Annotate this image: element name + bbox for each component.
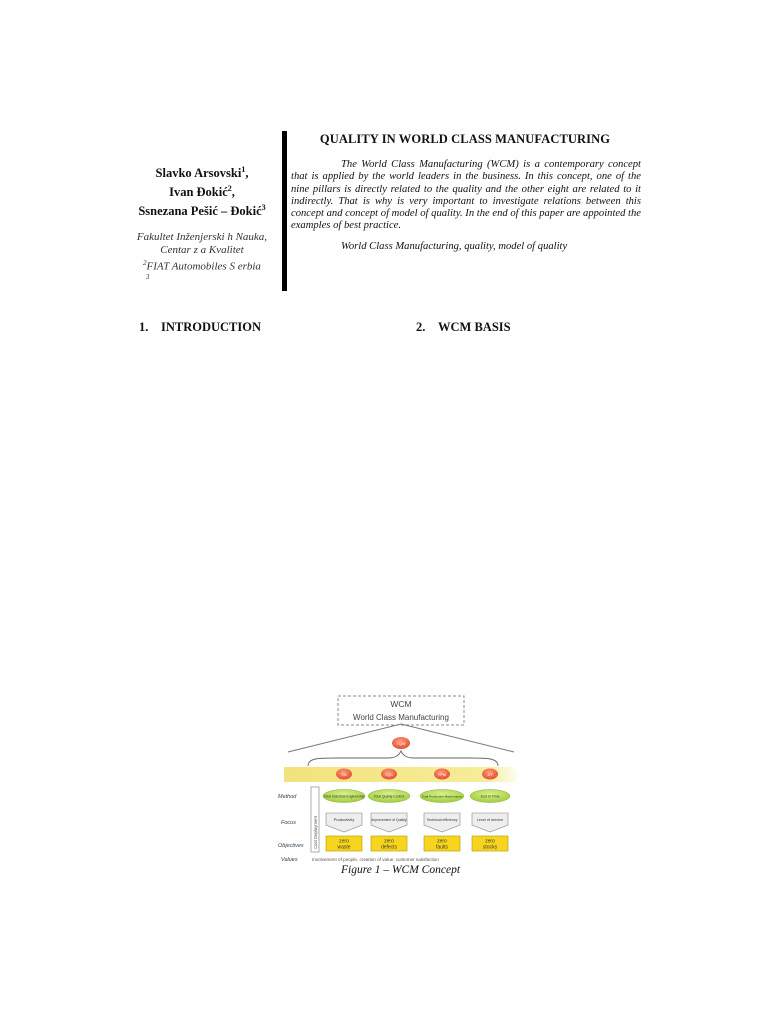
- affiliations: [128, 231, 276, 283]
- pillar-code-jit: JIT: [487, 772, 493, 777]
- objective-zero-1: zero: [339, 838, 349, 845]
- affiliation-line-3: $^2$FIAT Automobiles S erbia: [143, 259, 261, 274]
- affiliation-line-2: Centar z a Kvalitet: [160, 244, 244, 257]
- focus-box-tqc: [371, 813, 407, 832]
- method-tqc: Total Quality Control: [373, 794, 405, 799]
- method-tie: Total Industrial Engineering: [323, 794, 365, 799]
- author-1: Slavko Arsovski$^1$,: [155, 165, 249, 181]
- pillar-code-tqc: TQC: [384, 772, 394, 777]
- objective-faults: faults: [436, 844, 448, 851]
- paper-title: QUALITY IN WORLD CLASS MANUFACTURING: [319, 132, 611, 146]
- wcm-diagram: [278, 694, 523, 866]
- focus-row: [326, 813, 508, 832]
- figure-caption: Figure 1 – WCM Concept: [340, 864, 461, 876]
- objectives-row: [326, 836, 508, 851]
- focus-box-tie: [326, 813, 362, 832]
- section-heading-wcm-basis: 2. WCM BASIS: [416, 320, 511, 334]
- abstract: [291, 159, 641, 233]
- objective-stocks: stocks: [482, 844, 498, 851]
- author-3: Ssnezana Pešić – Đokić$^3$: [138, 203, 266, 219]
- row-label-method: Method: [278, 794, 297, 800]
- keywords: World Class Manufacturing, quality, model of quality: [341, 241, 568, 252]
- pillar-code-tie: TIE: [340, 772, 348, 777]
- wcm-box-subtitle: World Class Manufacturing: [353, 713, 449, 722]
- wcm-concept-figure: [278, 694, 523, 866]
- author-2: Ivan Đokić$^2$,: [169, 184, 235, 200]
- row-label-focus: Focus: [281, 820, 296, 826]
- method-jit: Just in Time: [480, 794, 500, 799]
- cost-deployment-label: Cost Deployment: [313, 816, 318, 849]
- objective-waste: waste: [337, 844, 351, 851]
- vertical-rule: [282, 131, 287, 291]
- objective-zero-2: zero: [384, 838, 394, 845]
- brace: [308, 751, 498, 766]
- wcm-box-title: WCM: [390, 699, 412, 709]
- method-row: [323, 790, 510, 803]
- affiliation-line-1: Fakultet Inženjerski h Nauka,: [136, 231, 268, 244]
- affiliation-line-4: 3: [146, 273, 150, 282]
- focus-tqc: Improvement of Quality: [371, 818, 407, 822]
- focus-jit: Level of service: [476, 818, 504, 822]
- focus-box-tpm: [424, 813, 460, 832]
- values-text: Involvement of people, creation of value, customer satisfaction: [312, 857, 439, 862]
- method-tpm: Total Productive Maintenance: [421, 794, 463, 799]
- abstract-text: The World Class Manufacturing (WCM) is a contemporary concept that is applied by the world leaders in the business. In this concept, one of the nine pillars is directly related to the quality and the other eight are related to it indirectly. That is why is very important to investigate relations between this concept and concept of model of quality. In the end of this paper are appointed the examples of best practice.: [291, 159, 641, 232]
- section-heading-introduction: 1. INTRODUCTION: [139, 320, 262, 334]
- row-label-objectives: Objectives: [278, 843, 304, 849]
- row-label-values: Values: [281, 857, 298, 863]
- focus-tpm: Technical efficiency: [426, 818, 458, 822]
- objective-defects: defects: [380, 844, 398, 851]
- objective-zero-4: zero: [485, 838, 495, 845]
- objective-zero-3: zero: [437, 838, 447, 845]
- author-block: [128, 162, 276, 284]
- tqm-label: TQM: [396, 741, 406, 746]
- focus-tie: Productivity: [333, 817, 355, 822]
- pillar-code-tpm: TPM: [437, 772, 447, 777]
- focus-box-jit: [472, 813, 508, 832]
